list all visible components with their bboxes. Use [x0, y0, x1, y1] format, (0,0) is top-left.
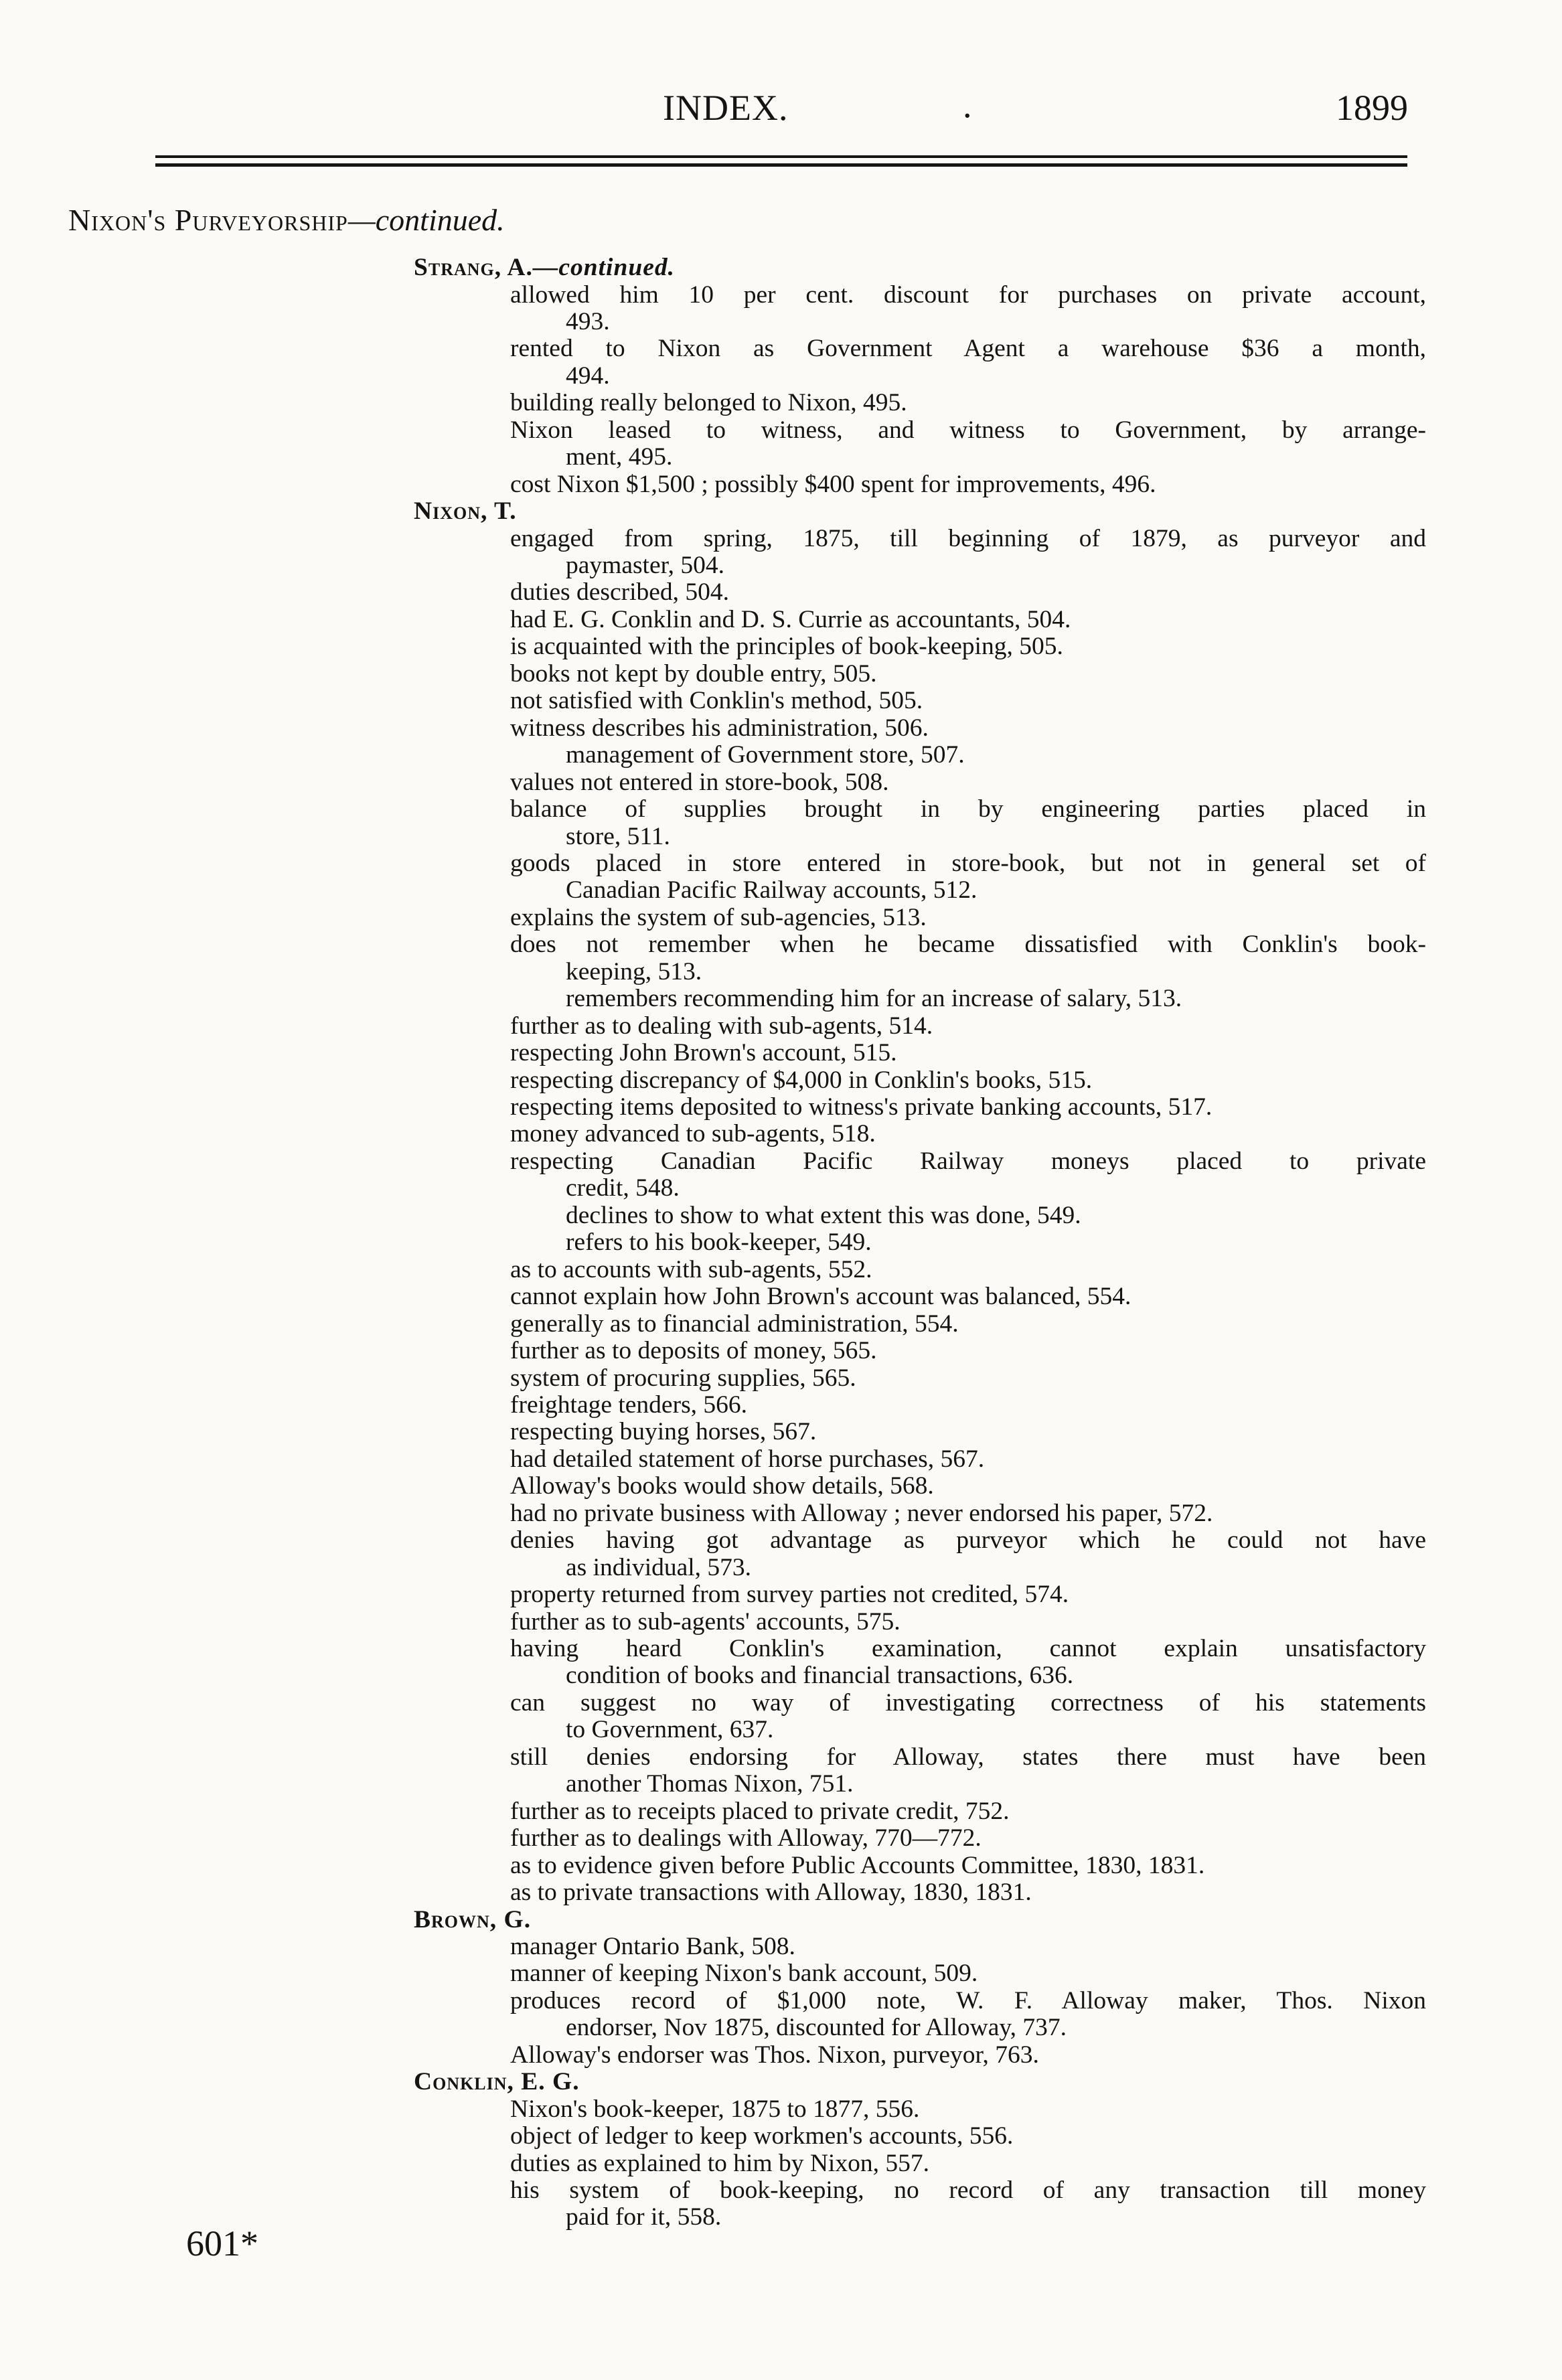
section-heading [68, 202, 505, 238]
header-rule-thick [155, 163, 1407, 167]
section-heading-name: Nixon's Purveyorship [68, 203, 348, 237]
index-entry-continuation: declines to show to what extent this was done, 549. [566, 1201, 1081, 1229]
index-entry: goods placed in store entered in store-book, but not in general set of [510, 850, 1426, 877]
index-entry: manager Ontario Bank, 508. [510, 1932, 795, 1960]
running-head [0, 87, 1562, 134]
index-subject: Conklin, E. G. [414, 2068, 580, 2096]
index-entry: respecting John Brown's account, 515. [510, 1039, 897, 1067]
index-entry: further as to sub-agents' accounts, 575. [510, 1607, 901, 1636]
index-entry-continuation: as individual, 573. [566, 1553, 752, 1581]
page-number: 1899 [1336, 88, 1408, 128]
index-entry: witness describes his administration, 506. [510, 714, 929, 742]
index-entry: books not kept by double entry, 505. [510, 659, 877, 688]
index-entry: having heard Conklin's examination, cannot explain unsatisfactory [510, 1636, 1426, 1662]
index-entry: money advanced to sub-agents, 518. [510, 1120, 876, 1148]
running-head-dot: . [963, 85, 972, 125]
index-entry: produces record of $1,000 note, W. F. Alloway maker, Thos. Nixon [510, 1987, 1426, 2014]
index-entry: respecting discrepancy of $4,000 in Conklin's books, 515. [510, 1066, 1093, 1094]
index-entry: duties as explained to him by Nixon, 557. [510, 2149, 929, 2177]
index-entry: respecting Canadian Pacific Railway moneys placed to private [510, 1147, 1426, 1175]
index-entry: cannot explain how John Brown's account was balanced, 554. [510, 1283, 1131, 1311]
index-entry: explains the system of sub-agencies, 513. [510, 903, 927, 931]
index-entry: is acquainted with the principles of book-keeping, 505. [510, 633, 1063, 661]
index-entry: still denies endorsing for Alloway, states there must have been [510, 1743, 1426, 1771]
index-entry-continuation: keeping, 513. [566, 957, 702, 985]
index-entry: Alloway's endorser was Thos. Nixon, purveyor, 763. [510, 2041, 1039, 2069]
index-entry: does not remember when he became dissatisfied with Conklin's book- [510, 931, 1426, 959]
index-entry-continuation: endorser, Nov 1875, discounted for Alloway, 737. [566, 2014, 1067, 2042]
index-entry: balance of supplies brought in by engineering parties placed in [510, 796, 1426, 823]
index-entry: further as to dealing with sub-agents, 514. [510, 1012, 933, 1040]
index-entry: had detailed statement of horse purchases, 567. [510, 1445, 985, 1473]
section-heading-suffix: —continued. [347, 203, 505, 237]
index-entry-continuation: condition of books and financial transactions, 636. [566, 1662, 1074, 1690]
index-entry-continuation: management of Government store, 507. [566, 741, 965, 769]
index-entry: further as to deposits of money, 565. [510, 1337, 877, 1364]
index-entry: freightage tenders, 566. [510, 1391, 748, 1419]
index-entry-continuation: 493. [566, 307, 610, 335]
index-entry: manner of keeping Nixon's bank account, 509. [510, 1960, 978, 1988]
index-entry: respecting buying horses, 567. [510, 1418, 817, 1446]
index-entry: Alloway's books would show details, 568. [510, 1472, 934, 1500]
index-entry-continuation: paymaster, 504. [566, 552, 724, 579]
index-entry: as to evidence given before Public Accounts Committee, 1830, 1831. [510, 1851, 1205, 1879]
index-entry-continuation: to Government, 637. [566, 1716, 774, 1744]
index-entry: building really belonged to Nixon, 495. [510, 389, 907, 417]
index-entry-continuation: another Thomas Nixon, 751. [566, 1770, 854, 1798]
index-subject: Strang, A.—continued. [414, 254, 675, 281]
index-entry: duties described, 504. [510, 578, 730, 607]
index-entry: denies having got advantage as purveyor which he could not have [510, 1527, 1426, 1555]
index-subject: Brown, G. [414, 1905, 532, 1933]
index-subject: Nixon, T. [414, 497, 517, 526]
index-entry: Nixon leased to witness, and witness to Government, by arrange- [510, 416, 1426, 444]
index-entry: not satisfied with Conklin's method, 505. [510, 687, 923, 715]
index-entry: values not entered in store-book, 508. [510, 768, 889, 796]
index-entry: can suggest no way of investigating correctness of his statements [510, 1689, 1426, 1717]
index-entry-continuation: Canadian Pacific Railway accounts, 512. [566, 876, 978, 904]
folio-mark: 601* [186, 2223, 258, 2264]
index-entry: as to accounts with sub-agents, 552. [510, 1255, 872, 1283]
index-entry: his system of book-keeping, no record of any transaction till money [510, 2177, 1426, 2204]
index-entry: Nixon's book-keeper, 1875 to 1877, 556. [510, 2095, 920, 2123]
index-entry-continuation: 494. [566, 362, 610, 390]
index-entry: rented to Nixon as Government Agent a warehouse $36 a month, [510, 335, 1426, 363]
index-entry: generally as to financial administration, 554. [510, 1310, 959, 1338]
index-entry: had no private business with Alloway ; never endorsed his paper, 572. [510, 1499, 1213, 1527]
index-entry: cost Nixon $1,500 ; possibly $400 spent for improvements, 496. [510, 470, 1156, 498]
running-head-title: INDEX. [663, 88, 789, 128]
index-entry: further as to receipts placed to private credit, 752. [510, 1797, 1010, 1825]
index-entry-continuation: ment, 495. [566, 443, 673, 471]
index-entry: had E. G. Conklin and D. S. Currie as accountants, 504. [510, 605, 1071, 633]
index-entry-continuation: paid for it, 558. [566, 2203, 722, 2231]
index-entry: engaged from spring, 1875, till beginning of 1879, as purveyor and [510, 525, 1426, 552]
index-entry-continuation: remembers recommending him for an increase of salary, 513. [566, 985, 1182, 1013]
index-entry: system of procuring supplies, 565. [510, 1364, 856, 1392]
index-entry: allowed him 10 per cent. discount for purchases on private account, [510, 281, 1426, 309]
index-entry-continuation: store, 511. [566, 822, 670, 850]
header-rule-thin [155, 155, 1407, 158]
index-entry-continuation: refers to his book-keeper, 549. [566, 1228, 872, 1257]
index-entry: property returned from survey parties not credited, 574. [510, 1581, 1069, 1609]
index-entry: respecting items deposited to witness's private banking accounts, 517. [510, 1093, 1213, 1121]
index-entry: further as to dealings with Alloway, 770—772. [510, 1824, 982, 1852]
index-entry-continuation: credit, 548. [566, 1174, 680, 1202]
index-entry: as to private transactions with Alloway, 1830, 1831. [510, 1879, 1032, 1906]
index-entry: object of ledger to keep workmen's accounts, 556. [510, 2122, 1014, 2150]
